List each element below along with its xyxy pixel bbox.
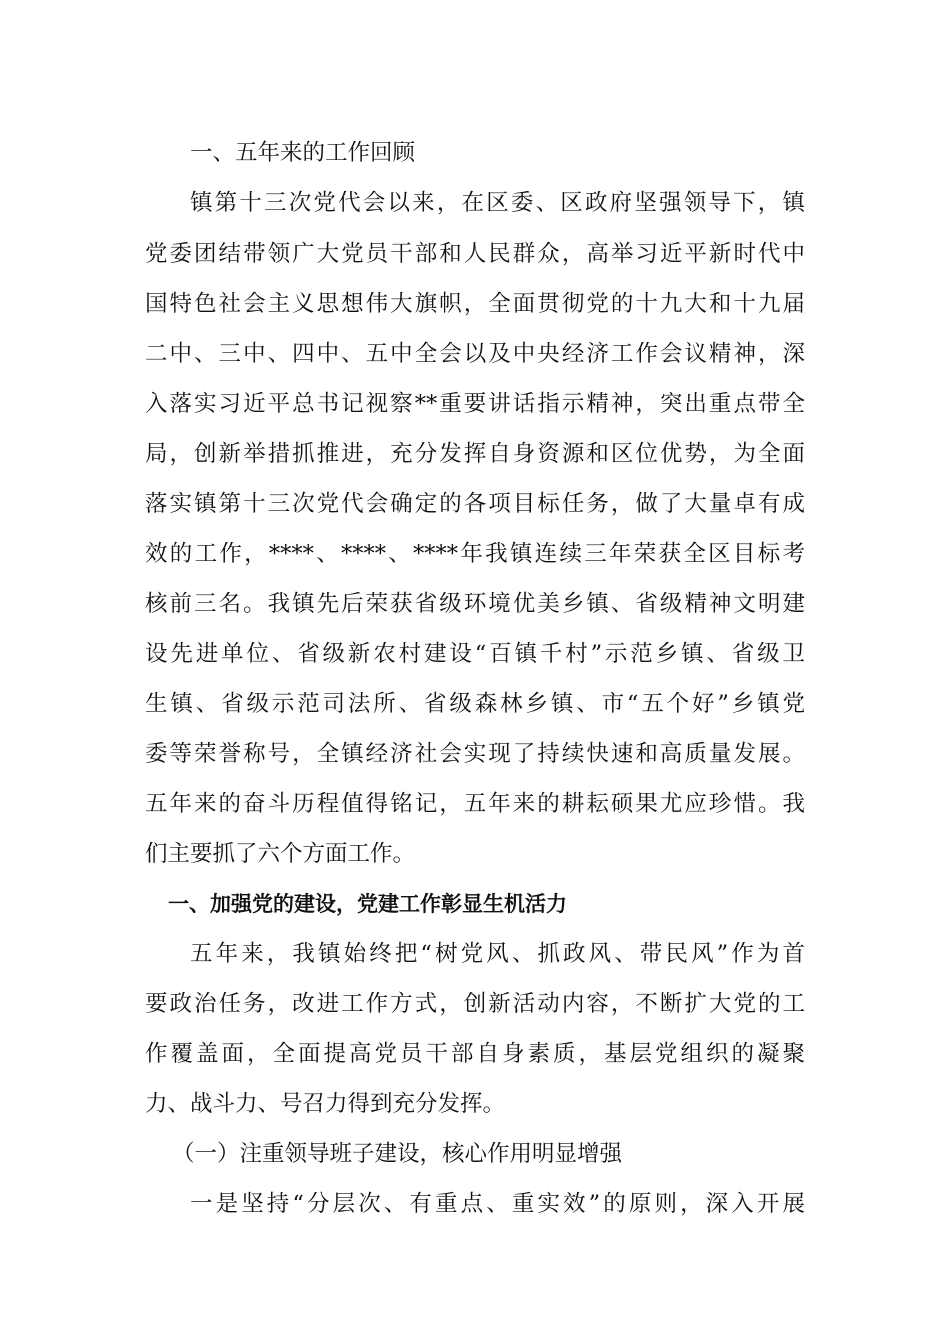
paragraph-line: 一是坚持“分层次、有重点、重实效”的原则，深入开展: [190, 1191, 805, 1217]
paragraph-line: 二中、三中、四中、五中全会以及中央经济工作会议精神，深: [145, 341, 805, 367]
paragraph-line: 们主要抓了六个方面工作。: [145, 841, 416, 867]
subsection-title: （一）注重领导班子建设，核心作用明显增强: [172, 1141, 623, 1167]
paragraph-line: 要政治任务，改进工作方式，创新活动内容，不断扩大党的工: [145, 991, 805, 1017]
paragraph-line: 力、战斗力、号召力得到充分发挥。: [145, 1091, 506, 1117]
paragraph-line: 落实镇第十三次党代会确定的各项目标任务，做了大量卓有成: [145, 491, 805, 517]
paragraph-line: 国特色社会主义思想伟大旗帜，全面贯彻党的十九大和十九届: [145, 291, 805, 317]
heading: 一、五年来的工作回顾: [190, 140, 416, 166]
paragraph-line: 镇第十三次党代会以来，在区委、区政府坚强领导下，镇: [190, 190, 805, 216]
paragraph-line: 生镇、省级示范司法所、省级森林乡镇、市“五个好”乡镇党: [145, 691, 805, 717]
section-title: 一、加强党的建设，党建工作彰显生机活力: [168, 892, 567, 916]
paragraph-line: 效的工作，****、****、****年我镇连续三年荣获全区目标考: [145, 541, 805, 567]
paragraph-line: 设先进单位、省级新农村建设“百镇千村”示范乡镇、省级卫: [145, 641, 805, 667]
paragraph-line: 作覆盖面，全面提高党员干部自身素质，基层党组织的凝聚: [145, 1041, 805, 1067]
paragraph-line: 局，创新举措抓推进，充分发挥自身资源和区位优势，为全面: [145, 441, 805, 467]
paragraph-line: 五年来的奋斗历程值得铭记，五年来的耕耘硕果尤应珍惜。我: [145, 791, 805, 817]
paragraph-line: 五年来，我镇始终把“树党风、抓政风、带民风”作为首: [190, 941, 805, 967]
paragraph-line: 核前三名。我镇先后荣获省级环境优美乡镇、省级精神文明建: [145, 591, 805, 617]
paragraph-line: 委等荣誉称号，全镇经济社会实现了持续快速和高质量发展。: [145, 741, 805, 767]
paragraph-line: 入落实习近平总书记视察**重要讲话指示精神，突出重点带全: [145, 391, 805, 417]
paragraph-line: 党委团结带领广大党员干部和人民群众，高举习近平新时代中: [145, 241, 805, 267]
